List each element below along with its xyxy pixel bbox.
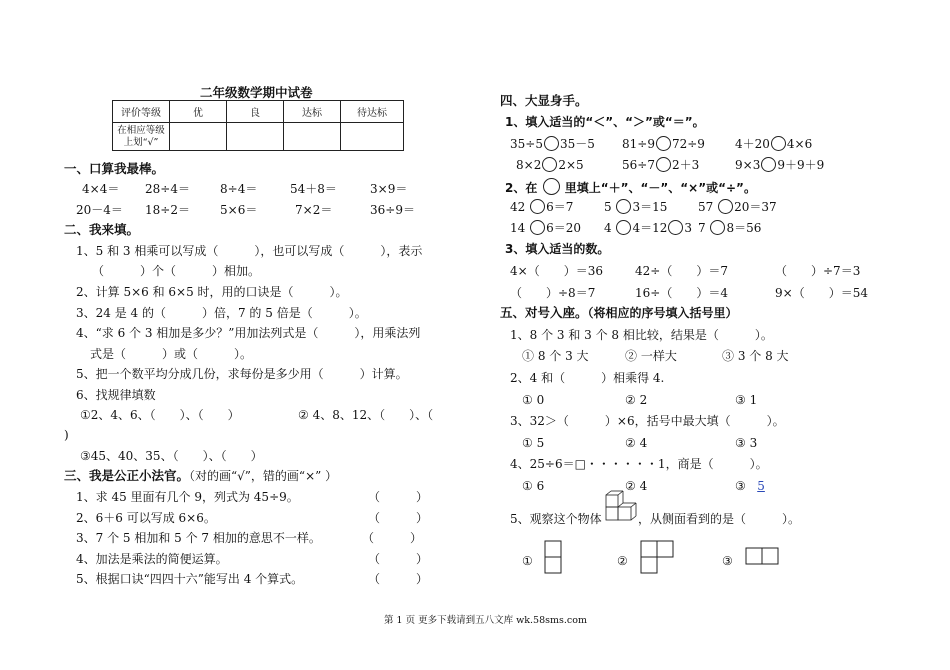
operand: 6＝7 bbox=[546, 200, 574, 214]
compare-circle[interactable] bbox=[761, 157, 776, 172]
section-4-heading: 四、大显身手。 bbox=[500, 93, 588, 108]
s3-answer-paren[interactable]: （ ） bbox=[368, 511, 429, 525]
s1-item: 5×6＝ bbox=[220, 203, 258, 217]
s4-q2-item bbox=[510, 199, 573, 214]
grade-row-label bbox=[113, 123, 170, 151]
s2-line: ) bbox=[64, 428, 69, 442]
s5-option[interactable]: ③ 3 个 8 大 bbox=[722, 349, 789, 363]
operand: 42 bbox=[510, 200, 526, 214]
section-3-heading bbox=[64, 469, 337, 483]
s1-item: 7×2＝ bbox=[295, 203, 333, 217]
expr-left: 35÷5 bbox=[510, 137, 543, 151]
s2-line: 5、把一个数平均分成几份，求每份是多少用（ ）计算。 bbox=[76, 367, 408, 381]
grade-cell-good[interactable] bbox=[227, 123, 284, 151]
expr-right: 2＋3 bbox=[671, 158, 700, 172]
expr-left: 4＋20 bbox=[735, 137, 770, 151]
grade-header-excellent: 优 bbox=[170, 101, 227, 123]
expr-left: 9×3 bbox=[735, 158, 761, 172]
s1-item: 3×9＝ bbox=[370, 182, 408, 196]
s3-item: 5、根据口诀“四四十六”能写出 4 个算式。 bbox=[76, 572, 304, 586]
s1-item: 54＋8＝ bbox=[290, 182, 337, 196]
operand: 4＝12 bbox=[632, 221, 668, 235]
operand: 8＝56 bbox=[726, 221, 762, 235]
page-title: 二年级数学期中试卷 bbox=[200, 85, 313, 100]
operator-circle-sample bbox=[543, 178, 560, 195]
s5-q4: 4、25÷6＝□・・・・・・1，商是（ ）。 bbox=[510, 457, 768, 471]
expr-right: 4×6 bbox=[786, 137, 813, 151]
section-3-note: （对的画“√”，错的画“×” ） bbox=[189, 469, 338, 483]
s3-item: 3、7 个 5 相加和 5 个 7 相加的意思不一样。 bbox=[76, 531, 321, 545]
s4-q1-item bbox=[735, 136, 812, 151]
option-number: ③ bbox=[735, 479, 746, 493]
s5-q5-option-label[interactable]: ① bbox=[522, 554, 533, 568]
expr-right: 72÷9 bbox=[671, 137, 705, 151]
cube-stack-figure bbox=[604, 490, 638, 522]
section-5-heading bbox=[500, 306, 738, 320]
expr-left: 8×2 bbox=[516, 158, 542, 172]
grade-cell-pass[interactable] bbox=[284, 123, 341, 151]
compare-circle[interactable] bbox=[656, 157, 671, 172]
s4-q2-item bbox=[604, 199, 667, 214]
operand: 3＝15 bbox=[632, 200, 668, 214]
operator-circle[interactable] bbox=[530, 199, 545, 214]
operator-circle[interactable] bbox=[710, 220, 725, 235]
section-5-note: （将相应的序号填入括号里） bbox=[587, 306, 738, 320]
side-view-option-1-figure[interactable] bbox=[544, 540, 562, 574]
operand: 7 bbox=[698, 221, 706, 235]
s5-q3: 3、32＞（ ）×6，括号中最大填（ ）。 bbox=[510, 414, 785, 428]
s4-q1-item bbox=[510, 136, 595, 151]
s2-line: 6、找规律填数 bbox=[76, 388, 156, 402]
grade-cell-pending[interactable] bbox=[341, 123, 404, 151]
s3-item: 1、求 45 里面有几个 9，列式为 45÷9。 bbox=[76, 490, 299, 504]
expr-left: 56÷7 bbox=[622, 158, 655, 172]
option-link[interactable]: 5 bbox=[757, 479, 765, 493]
s2-line: 2、计算 5×6 和 6×5 时，用的口诀是（ ）。 bbox=[76, 285, 348, 299]
s3-answer-paren[interactable]: （ ） bbox=[368, 490, 429, 504]
s2-line: 式是（ ）或（ ）。 bbox=[90, 347, 253, 361]
s4-q3-item: 42÷（ ）＝7 bbox=[635, 264, 728, 278]
s5-q2: 2、4 和（ ）相乘得 4. bbox=[510, 371, 665, 385]
s2-line: ①2、4、6、（ ）、（ ） bbox=[80, 408, 240, 422]
s5-q5-start: 5、观察这个物体 bbox=[510, 512, 602, 526]
s5-option[interactable]: ① 5 bbox=[522, 436, 545, 450]
section-2-heading: 二、我来填。 bbox=[64, 222, 140, 237]
s3-answer-paren[interactable]: （ ） bbox=[362, 531, 423, 545]
operator-circle[interactable] bbox=[530, 220, 545, 235]
s3-answer-paren[interactable]: （ ） bbox=[368, 572, 429, 586]
s2-line: ③45、40、35、（ ）、（ ） bbox=[80, 449, 263, 463]
s4-q1-item bbox=[516, 157, 584, 172]
s2-line: ② 4、8、12、（ ）、（ bbox=[298, 408, 434, 422]
s5-q5-option-label[interactable]: ③ bbox=[722, 554, 733, 568]
compare-circle[interactable] bbox=[771, 136, 786, 151]
operand: 6＝20 bbox=[546, 221, 582, 235]
s1-item: 4×4＝ bbox=[82, 182, 120, 196]
s4-q2-item bbox=[510, 220, 581, 235]
s5-q5-end: ，从侧面看到的是（ ）。 bbox=[638, 512, 801, 526]
s5-option[interactable]: ② 4 bbox=[625, 479, 648, 493]
s4-q2-item bbox=[698, 199, 777, 214]
s1-item: 28÷4＝ bbox=[145, 182, 190, 196]
section-5-title: 五、对号入座。 bbox=[500, 305, 588, 320]
s5-option[interactable]: ② 2 bbox=[625, 393, 648, 407]
section-3-title: 三、我是公正小法官。 bbox=[64, 468, 190, 483]
compare-circle[interactable] bbox=[656, 136, 671, 151]
compare-circle[interactable] bbox=[544, 136, 559, 151]
side-view-option-2-figure[interactable] bbox=[640, 540, 674, 574]
s2-line: 3、24 是 4 的（ ）倍，7 的 5 倍是（ ）。 bbox=[76, 306, 367, 320]
operator-circle[interactable] bbox=[616, 199, 631, 214]
s2-line: 1、5 和 3 相乘可以写成（ ），也可以写成（ ），表示 bbox=[76, 244, 423, 258]
s4-q1-item bbox=[735, 157, 824, 172]
expr-right: 35－5 bbox=[559, 137, 595, 151]
s4-q3-item: 4×（ ）＝36 bbox=[510, 264, 603, 278]
s5-option[interactable]: ① 6 bbox=[522, 479, 545, 493]
grade-header-pass: 达标 bbox=[284, 101, 341, 123]
s3-item: 4、加法是乘法的简便运算。 bbox=[76, 552, 228, 566]
grade-header-label: 评价等级 bbox=[113, 101, 170, 123]
operand: 20＝37 bbox=[734, 200, 777, 214]
expr-right: 9＋9＋9 bbox=[777, 158, 825, 172]
grade-header-good: 良 bbox=[227, 101, 284, 123]
s4-q1-item bbox=[622, 136, 705, 151]
q2-heading-end: 里填上“＋”、“－”、“×”或“÷”。 bbox=[564, 181, 756, 195]
s5-option[interactable] bbox=[735, 479, 765, 493]
s1-item: 18÷2＝ bbox=[145, 203, 190, 217]
operator-circle[interactable] bbox=[718, 199, 733, 214]
s5-option[interactable]: ② 一样大 bbox=[625, 349, 677, 363]
page-footer: 第 1 页 更多下载请到五八文库 wk.58sms.com bbox=[384, 615, 587, 626]
s2-line: 4、“求 6 个 3 相加是多少？”用加法列式是（ ），用乘法列 bbox=[76, 326, 421, 340]
s5-option[interactable]: ③ 3 bbox=[735, 436, 758, 450]
compare-circle[interactable] bbox=[542, 157, 557, 172]
s4-q2-heading bbox=[505, 178, 756, 195]
s4-q3-item: 9×（ ）＝54 bbox=[775, 286, 868, 300]
operator-circle[interactable] bbox=[668, 220, 683, 235]
s1-item: 36÷9＝ bbox=[370, 203, 415, 217]
s3-answer-paren[interactable]: （ ） bbox=[368, 552, 429, 566]
s4-q3-item: （ ）÷7＝3 bbox=[775, 264, 861, 278]
s4-q3-heading: 3、填入适当的数。 bbox=[505, 242, 610, 256]
operand: 4 bbox=[604, 221, 612, 235]
grade-header-pending: 待达标 bbox=[341, 101, 404, 123]
expr-left: 81÷9 bbox=[622, 137, 655, 151]
s4-q2-item bbox=[604, 220, 692, 235]
s5-option[interactable]: ③ 1 bbox=[735, 393, 758, 407]
operand: 5 bbox=[604, 200, 612, 214]
s5-option[interactable]: ① 0 bbox=[522, 393, 545, 407]
operand: 14 bbox=[510, 221, 526, 235]
operand: 57 bbox=[698, 200, 714, 214]
grade-row-label-line2: 上划“√” bbox=[123, 136, 159, 148]
section-1-heading: 一、口算我最棒。 bbox=[64, 161, 165, 176]
operand: 3 bbox=[684, 221, 693, 235]
s2-line: （ ）个（ ）相加。 bbox=[92, 264, 261, 278]
operator-circle[interactable] bbox=[616, 220, 631, 235]
s5-q1: 1、8 个 3 和 3 个 8 相比较，结果是（ ）。 bbox=[510, 328, 773, 342]
s5-q5-option-label[interactable]: ② bbox=[617, 554, 628, 568]
s1-item: 20－4＝ bbox=[76, 203, 123, 217]
s4-q2-item bbox=[698, 220, 761, 235]
s3-item: 2、6＋6 可以写成 6×6。 bbox=[76, 511, 216, 525]
s4-q1-heading: 1、填入适当的“＜”、“＞”或“＝”。 bbox=[505, 115, 705, 129]
grade-cell-excellent[interactable] bbox=[170, 123, 227, 151]
s4-q1-item bbox=[622, 157, 699, 172]
s5-option[interactable]: ① 8 个 3 大 bbox=[522, 349, 589, 363]
side-view-option-3-figure[interactable] bbox=[745, 547, 779, 565]
grade-table bbox=[112, 100, 404, 151]
grade-row-label-line1: 在相应等级 bbox=[117, 124, 165, 136]
s5-option[interactable]: ② 4 bbox=[625, 436, 648, 450]
s1-item: 8÷4＝ bbox=[220, 182, 258, 196]
s4-q3-item: （ ）÷8＝7 bbox=[510, 286, 596, 300]
expr-right: 2×5 bbox=[558, 158, 584, 172]
q2-heading-start: 2、在 bbox=[505, 181, 538, 195]
s4-q3-item: 16÷（ ）＝4 bbox=[635, 286, 728, 300]
